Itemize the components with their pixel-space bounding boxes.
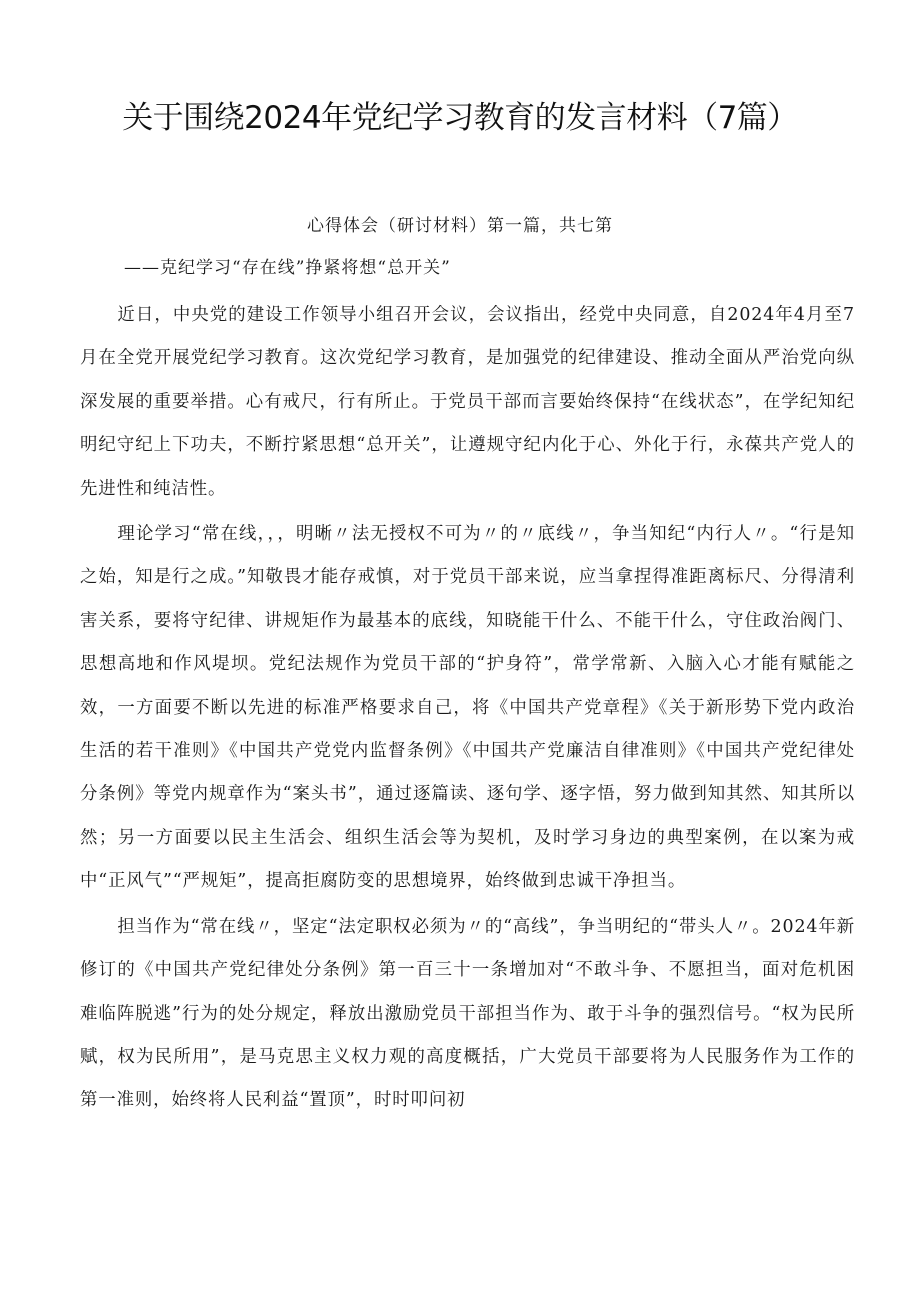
paragraph: 近日，中央党的建设工作领导小组召开会议，会议指出，经党中央同意，自2024年4月至7月在全党开展党纪学习教育。这次党纪学习教育，是加强党的纪律建设、推动全面从严治党向纵深发展的重要举措。心有戒尺，行有所止。于党员干部而言要始终保持“在线状态”，在学纪知纪明纪守纪上下功夫，不断拧紧思想“总开关”，让遵规守纪内化于心、外化于行，永葆共产党人的先进性和纯洁性。 [80,305,855,499]
document-body [80,294,855,1125]
document-title: 关于围绕2024年党纪学习教育的发言材料（7篇） [122,100,798,136]
paragraph: 担当作为“常在线〃，坚定“法定职权必须为〃的“高线”，争当明纪的“带头人〃。2024年新修订的《中国共产党纪律处分条例》第一百三十一条增加对“不敢斗争、不愿担当，面对危机困难临阵脱逃”行为的处分规定，释放出激励党员干部担当作为、敢于斗争的强烈信号。“权为民所赋，权为民所用”，是马克思主义权力观的高度概括，广大党员干部要将为人民服务作为工作的第一准则，始终将人民利益“置顶”，时时叩问初 [80,916,855,1111]
document-subheading: ——克纪学习“存在线”挣紧将想“总开关” [124,258,451,278]
paragraph: 理论学习“常在线，，，明晰〃法无授权不可为〃的〃底线〃，争当知纪“内行人〃。“行是知之始，知是行之成。”知敬畏才能存戒慎，对于党员干部来说，应当拿捏得准距离标尺、分得清利害关系，要将守纪律、讲规矩作为最基本的底线，知晓能干什么、不能干什么，守住政治阀门、思想高地和作风堤坝。党纪法规作为党员干部的“护身符”，常学常新、入脑入心才能有赋能之效，一方面要不断以先进的标准严格要求自己，将《中国共产党章程》《关于新形势下党内政治生活的若干准则》《中国共产党党内监督条例》《中国共产党廉洁自律准则》《中国共产党纪律处分条例》等党内规章作为“案头书”，通过逐篇读、逐句学、逐字悟，努力做到知其然、知其所以然；另一方面要以民主生活会、组织生活会等为契机，及时学习身边的典型案例，在以案为戒中“正风气”“严规矩”，提高拒腐防变的思想境界，始终做到忠诚干净担当。 [80,524,855,892]
document-subtitle: 心得体会（研讨材料）第一篇，共七第 [307,216,613,236]
